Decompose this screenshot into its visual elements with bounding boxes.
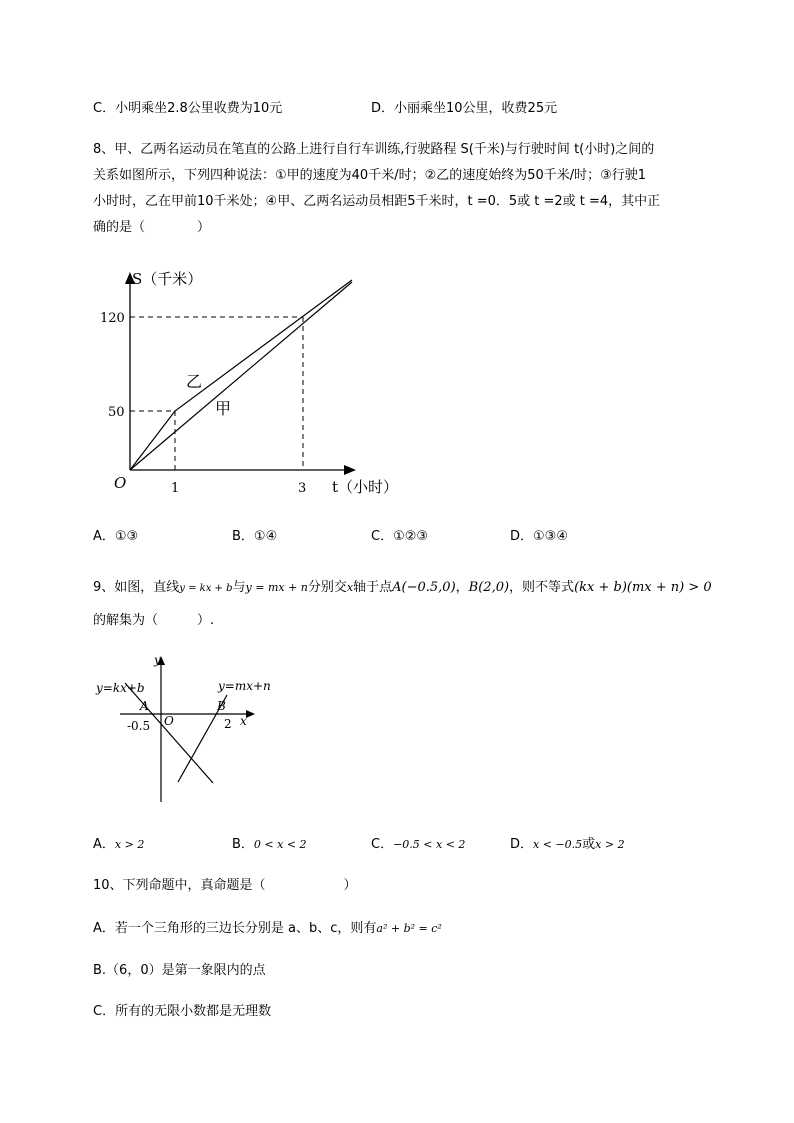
q7-option-c: C．小明乘坐2.8公里收费为10元 — [93, 101, 283, 116]
q9-stem-part6: ，则不等式 — [509, 580, 575, 595]
q8-x-arrow — [344, 465, 356, 475]
q9-option-a-prefix: A． — [93, 837, 115, 852]
q9-option-d-math2: x > 2 — [595, 838, 625, 851]
q9-stem-line2: 的解集为（ ）. — [93, 613, 215, 628]
q10-option-a-math: a² + b² = c² — [376, 922, 442, 935]
q9-y-label: y — [154, 653, 161, 667]
q8-origin: O — [114, 474, 127, 492]
q10-option-a — [93, 919, 442, 939]
q8-option-a: A．①③ — [93, 529, 139, 544]
q9-stem-line1 — [93, 578, 712, 599]
q7-option-d: D．小丽乘坐10公里，收费25元 — [371, 101, 558, 116]
q9-option-d — [510, 835, 625, 855]
q10-option-c: C．所有的无限小数都是无理数 — [93, 1004, 272, 1019]
q8-option-d: D．①③④ — [510, 529, 568, 544]
q9-label-b: B — [217, 699, 226, 713]
q9-axis-x: x — [346, 581, 354, 594]
q9-option-c-math: −0.5 < x < 2 — [393, 838, 466, 851]
q9-stem-part5: ， — [455, 580, 469, 595]
q9-option-c — [371, 835, 465, 855]
q9-option-a — [93, 835, 144, 855]
q9-x-arrow — [246, 710, 255, 718]
q8-stem-line1: 8、甲、乙两名运动员在笔直的公路上进行自行车训练,行驶路程 S(千米)与行驶时间 t(小时)之间的 — [93, 142, 655, 157]
q9-label-o: O — [164, 714, 174, 728]
q8-line-jia — [130, 282, 352, 470]
q8-tick-50: 50 — [108, 405, 125, 420]
q9-stem-part4: 轴于点 — [353, 580, 393, 595]
q9-option-d-or: 或 — [582, 837, 596, 852]
q8-tick-3: 3 — [298, 481, 307, 496]
q9-option-b-math: 0 < x < 2 — [253, 838, 307, 851]
q8-stem-line3: 小时时，乙在甲前10千米处；④甲、乙两名运动员相距5千米时，t =0．5或 t =2或 t =4，其中正 — [93, 194, 661, 209]
q8-label-jia: 甲 — [215, 399, 232, 418]
q9-option-b — [232, 835, 307, 855]
q8-y-label: S（千米） — [132, 270, 203, 288]
q9-label-mxn: y=mx+n — [218, 679, 271, 693]
q8-stem-line4: 确的是（ ） — [93, 220, 211, 235]
q9-option-c-prefix: C． — [371, 837, 394, 852]
q10-option-a-text: A．若一个三角形的三边长分别是 a、b、c，则有 — [93, 921, 377, 936]
q9-inequality: (kx + b)(mx + n) > 0 — [574, 580, 712, 595]
q9-tick-neg: -0.5 — [127, 719, 151, 733]
q9-eq1: y = kx + b — [179, 583, 233, 594]
q9-tick-2: 2 — [224, 717, 232, 731]
q9-label-a: A — [140, 699, 149, 713]
q9-point-a: A(−0.5,0) — [392, 580, 456, 595]
q9-point-b: B(2,0) — [468, 580, 510, 595]
q9-label-kxb: y=kx+b — [96, 681, 145, 695]
q9-x-label: x — [240, 714, 247, 728]
q8-option-c: C．①②③ — [371, 529, 429, 544]
q8-tick-1: 1 — [171, 481, 180, 496]
q10-option-b: B.（6，0）是第一象限内的点 — [93, 963, 266, 978]
q8-graph — [100, 260, 400, 500]
q9-option-d-math1: x < −0.5 — [533, 838, 583, 851]
q8-stem-line2: 关系如图所示，下列四种说法：①甲的速度为40千米/时；②乙的速度始终为50千米/时；③行驶1 — [93, 168, 647, 183]
q9-graph — [90, 650, 280, 810]
q8-tick-120: 120 — [100, 311, 125, 326]
q9-eq2: y = mx + n — [245, 581, 308, 594]
q9-option-b-prefix: B． — [232, 837, 254, 852]
q9-stem-part1: 9、如图，直线 — [93, 580, 180, 595]
q10-stem: 10、下列命题中，真命题是（ ） — [93, 878, 357, 893]
q9-option-d-prefix: D． — [510, 837, 534, 852]
q8-option-b: B．①④ — [232, 529, 278, 544]
q9-option-a-math: x > 2 — [114, 838, 145, 851]
q9-stem-part2: 与 — [232, 580, 246, 595]
q8-x-label: t（小时） — [332, 478, 399, 496]
q9-line-kxb — [125, 683, 213, 783]
q8-label-yi: 乙 — [186, 372, 203, 391]
q9-stem-part3: 分别交 — [307, 580, 347, 595]
